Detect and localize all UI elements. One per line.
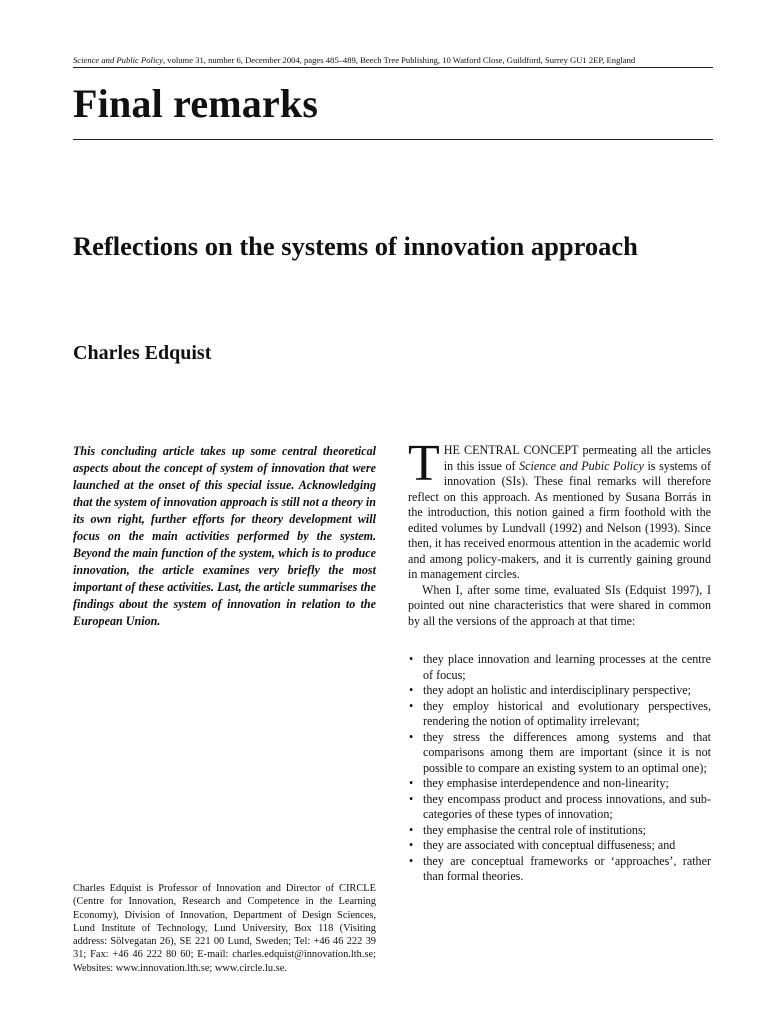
para1-rest: is systems of innovation (SIs). These final remarks will therefore reflect on this approach. As mentioned by Susana Borrás in the introduction, this notion gained a firm foothold with the edited volumes by Lundvall (1992) and Nelson (1993). Since then, it has received enormous attention in the academic world and among policy-makers, and it is currently gaining ground in management circles. [408,458,711,581]
bullet-icon: • [409,683,414,697]
list-item [408,823,711,839]
author-bio: Charles Edquist is Professor of Innovation and Director of CIRCLE (Centre for Innovation, Research and Competence in the Learning Economy), Division of Innovation, Department of Design Sciences, Lund Institute of Technology, Lund University, Box 118 (Visiting address: Sölvegatan 26), SE 221 00 Lund, Sweden; Tel: +46 46 222 39 31; Fax: +46 46 222 80 60; E-mail: charles.edquist@innovation.lth.se; Websites: www.innovation.lth.se; www.circle.lu.se. [73,883,376,974]
list-item-text: they stress the differences among systems and that comparisons among them are important (since it is not possible to compare an existing system to an optimal one); [423,729,711,775]
list-item-text: they employ historical and evolutionary perspectives, rendering the notion of optimality irrelevant; [423,698,711,728]
journal-header [73,55,713,66]
para1-journal: Science and Pubic Policy [519,458,644,473]
header-divider [73,67,713,68]
author-name: Charles Edquist [73,342,212,364]
body-column [408,435,711,885]
journal-citation: , volume 31, number 6, December 2004, pages 485–489, Beech Tree Publishing, 10 Watford Close, Guildford, Surrey GU1 2EP, England [162,55,636,65]
drop-cap: T [408,435,440,492]
journal-name: Science and Public Policy [73,55,163,65]
list-item-text: they encompass product and process innovations, and sub-categories of these types of innovation; [423,791,711,821]
body-paragraph-1 [408,435,711,583]
list-item-text: they are conceptual frameworks or ‘approaches’, rather than formal theories. [423,853,711,883]
bullet-icon: • [409,822,414,837]
list-item [408,854,711,885]
bullet-icon: • [409,853,414,868]
list-item [408,838,711,854]
list-item [408,776,711,792]
list-item [408,792,711,823]
list-item [408,699,711,730]
list-item [408,683,711,699]
list-item-text: they are associated with conceptual diffuseness; and [423,838,676,852]
section-divider [73,139,713,140]
bullet-icon: • [409,652,414,666]
list-item-text: they emphasise interdependence and non-linearity; [423,776,669,790]
list-item-text: they adopt an holistic and interdisciplinary perspective; [423,683,691,697]
article-title: Reflections on the systems of innovation approach [73,231,638,261]
bullet-icon: • [409,776,414,790]
bullet-icon: • [409,791,414,806]
bullet-icon: • [409,698,414,713]
section-title: Final remarks [73,81,319,126]
list-item-text: they place innovation and learning processes at the centre of focus; [423,652,711,682]
bullet-icon: • [409,729,414,744]
bullet-icon: • [409,838,414,852]
list-item [408,652,711,683]
body-paragraph-2: When I, after some time, evaluated SIs (Edquist 1997), I pointed out nine characteristics that were shared in common by all the versions of the approach at that time: [408,582,711,628]
characteristics-list [408,652,711,885]
para1-lead: HE CENTRAL CONCEPT permeating all the articles in this issue of [443,443,711,473]
list-item [408,730,711,777]
abstract: This concluding article takes up some central theoretical aspects about the concept of system of innovation that were launched at the onset of this special issue. Acknowledging that the system of innovation approach is still not a theory in its own right, further efforts for theory development will focus on the main activities performed by the system. Beyond the main function of the system, which is to produce innovation, the article examines very briefly the most important of these activities. Last, the article summarises the findings about the system of innovation in relation to the European Union. [73,444,376,628]
list-item-text: they emphasise the central role of institutions; [423,822,647,837]
